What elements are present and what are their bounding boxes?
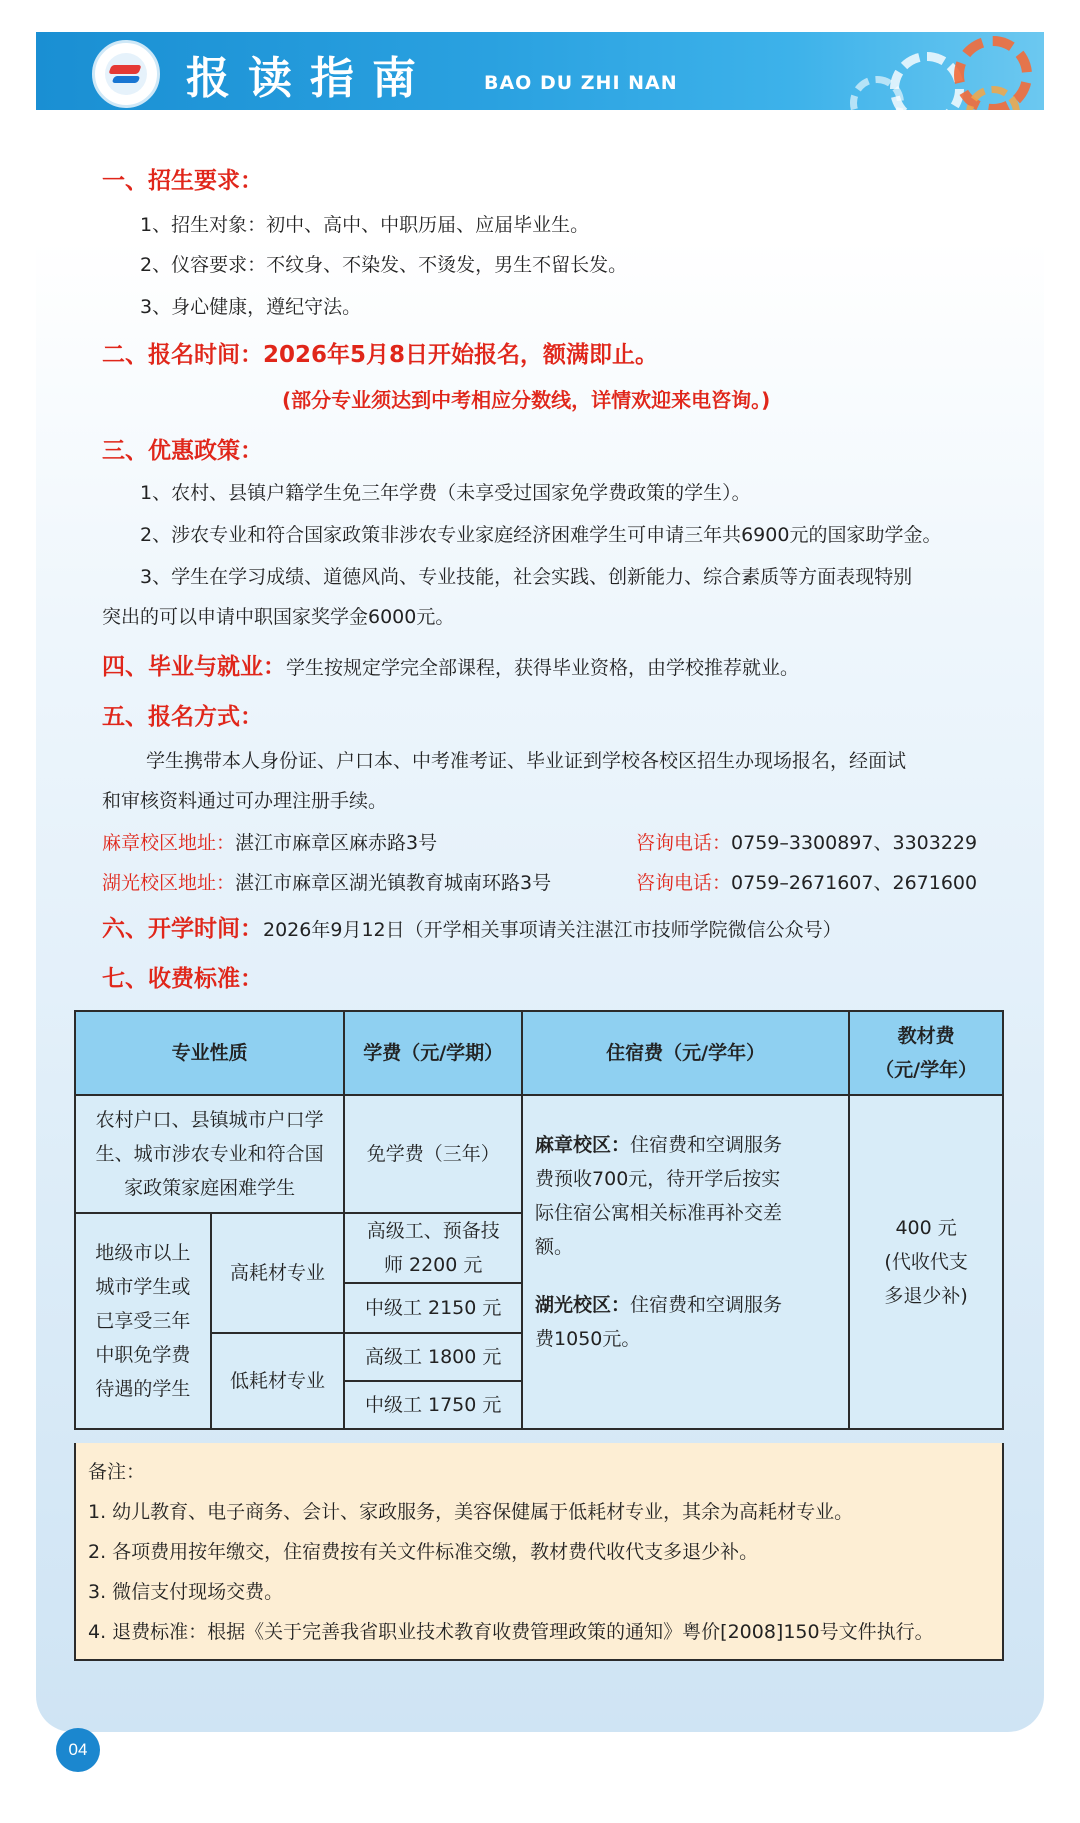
cell-dorm-fees: 麻章校区：住宿费和空调服务 费预收700元，待开学后按实 际住宿公寓相关标准再补交差 额。 湖光校区：住宿费和空调服务 费1050元。 xyxy=(522,1095,849,1429)
header-major-type: 专业性质 xyxy=(75,1011,344,1095)
cell-fee-senior-low: 高级工 1800 元 xyxy=(344,1333,522,1381)
registration-note: (部分专业须达到中考相应分数线，详情欢迎来电咨询。) xyxy=(282,388,771,412)
section-policy-title: 三、优惠政策： xyxy=(102,438,263,464)
policy-item: 1、农村、县镇户籍学生免三年学费（未享受过国家免学费政策的学生）。 xyxy=(140,482,751,504)
campus-mazhang-address: 麻章校区地址：湛江市麻章区麻赤路3号 xyxy=(102,832,438,854)
school-logo-icon xyxy=(92,40,160,108)
policy-item-cont: 突出的可以申请中职国家奖学金6000元。 xyxy=(102,606,455,628)
graduation-title: 四、毕业与就业： xyxy=(102,654,286,680)
note-item: 1. 幼儿教育、电子商务、会计、家政服务，美容保健属于低耗材专业，其余为高耗材专业。 xyxy=(88,1501,854,1523)
section-registration-title: 二、报名时间：2026年5月8日开始报名，额满即止。 xyxy=(102,342,659,368)
header-dorm: 住宿费（元/学年） xyxy=(522,1011,849,1095)
page-subtitle: BAO DU ZHI NAN xyxy=(484,72,678,94)
cell-free-tuition: 免学费（三年） xyxy=(344,1095,522,1213)
campus-mazhang-phone: 咨询电话：0759–3300897、3303229 xyxy=(636,832,978,854)
start-date-text: 2026年9月12日（开学相关事项请关注湛江市技师学院微信公众号） xyxy=(263,919,842,941)
page-title: 报读指南 xyxy=(186,53,434,104)
method-line: 和审核资料通过可办理注册手续。 xyxy=(102,790,388,812)
cell-book-fee: 400 元 (代收代支 多退少补) xyxy=(849,1095,1003,1429)
method-line: 学生携带本人身份证、户口本、中考准考证、毕业证到学校各校区招生办现场报名，经面试 xyxy=(146,750,907,772)
header-book: 教材费 （元/学年） xyxy=(849,1011,1003,1095)
note-item: 4. 退费标准：根据《关于完善我省职业技术教育收费管理政策的通知》粤价[2008]150号文件执行。 xyxy=(88,1621,934,1643)
note-item: 2. 各项费用按年缴交，住宿费按有关文件标准交缴，教材费代收代支多退少补。 xyxy=(88,1541,759,1563)
cell-high-consumable: 高耗材专业 xyxy=(211,1213,345,1333)
enrollment-item: 2、仪容要求：不纹身、不染发、不烫发，男生不留长发。 xyxy=(140,254,628,276)
header-tuition: 学费（元/学期） xyxy=(344,1011,522,1095)
cell-fee-mid-high: 中级工 2150 元 xyxy=(344,1283,522,1333)
enrollment-item: 1、招生对象：初中、高中、中职历届、应届毕业生。 xyxy=(140,214,590,236)
notes-title: 备注： xyxy=(88,1461,146,1483)
cell-rural-students: 农村户口、县镇城市户口学 生、城市涉农专业和符合国 家政策家庭困难学生 xyxy=(75,1095,344,1213)
header-banner xyxy=(36,32,1044,110)
cell-fee-mid-low: 中级工 1750 元 xyxy=(344,1381,522,1429)
enrollment-item: 3、身心健康，遵纪守法。 xyxy=(140,296,362,318)
section-enrollment-title: 一、招生要求： xyxy=(102,168,263,194)
policy-item: 3、学生在学习成绩、道德风尚、专业技能，社会实践、创新能力、综合素质等方面表现特别 xyxy=(140,566,913,588)
section-graduation xyxy=(102,648,799,681)
campus-huguang-address: 湖光校区地址：湛江市麻章区湖光镇教育城南环路3号 xyxy=(102,872,552,894)
page-number: 04 xyxy=(56,1728,100,1772)
start-date-title: 六、开学时间： xyxy=(102,916,263,942)
section-fees-title: 七、收费标准： xyxy=(102,966,263,992)
section-method-title: 五、报名方式： xyxy=(102,704,263,730)
cell-city-students: 地级市以上 城市学生或 已享受三年 中职免学费 待遇的学生 xyxy=(75,1213,211,1429)
section-start-date xyxy=(102,910,842,943)
campus-huguang-phone: 咨询电话：0759–2671607、2671600 xyxy=(636,872,978,894)
cell-fee-senior-high: 高级工、预备技 师 2200 元 xyxy=(344,1213,522,1283)
cell-low-consumable: 低耗材专业 xyxy=(211,1333,345,1429)
notes-box xyxy=(74,1443,1004,1661)
graduation-text: 学生按规定学完全部课程，获得毕业资格，由学校推荐就业。 xyxy=(286,657,800,679)
fee-table xyxy=(74,1010,1004,1430)
note-item: 3. 微信支付现场交费。 xyxy=(88,1581,284,1603)
policy-item: 2、涉农专业和符合国家政策非涉农专业家庭经济困难学生可申请三年共6900元的国家助学金。 xyxy=(140,524,942,546)
